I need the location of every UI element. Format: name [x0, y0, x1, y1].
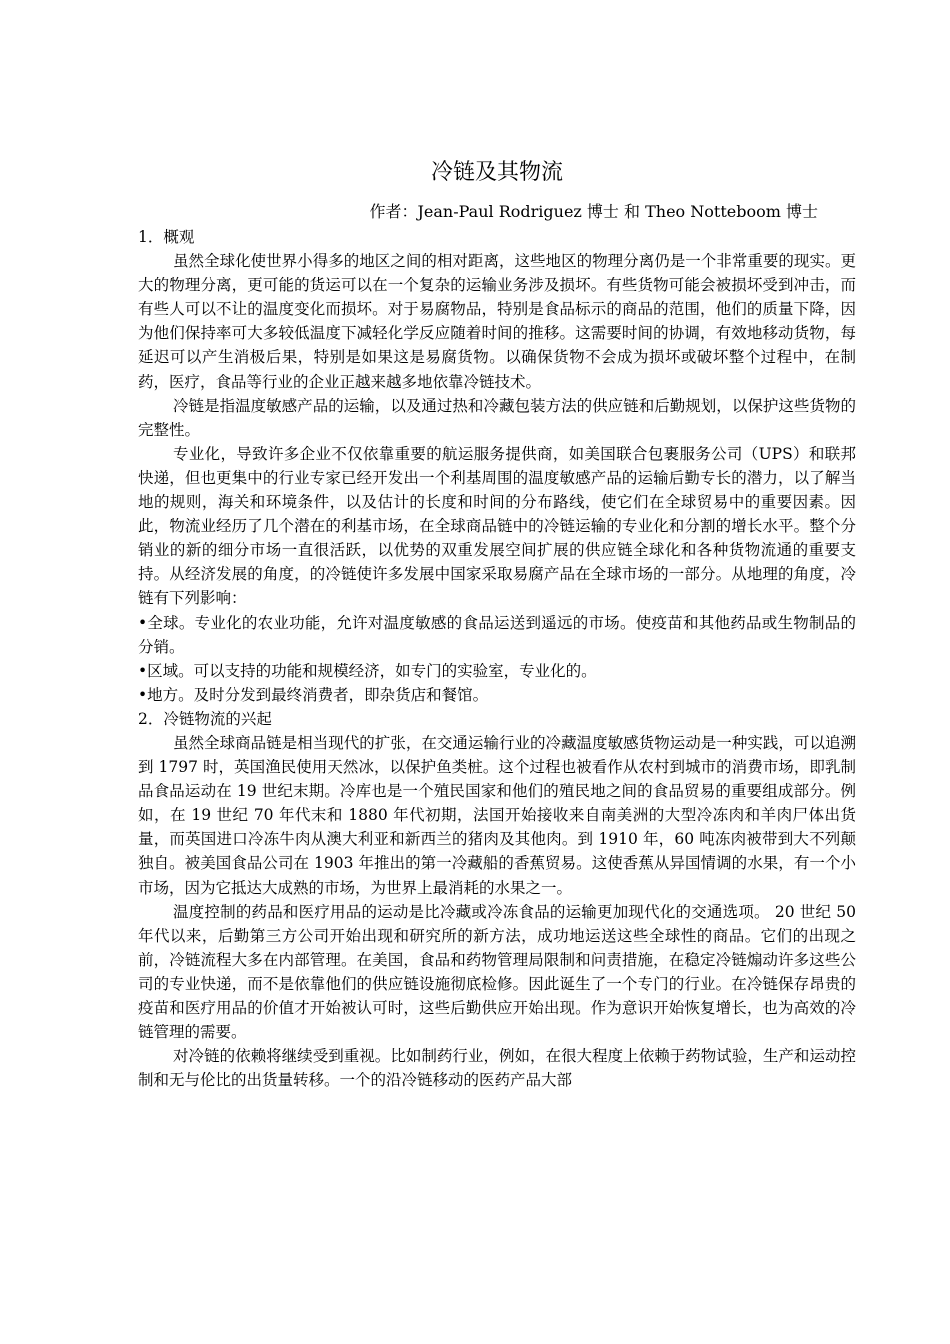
paragraph: 温度控制的药品和医疗用品的运动是比冷藏或冷冻食品的运输更加现代化的交通选项。 20 世纪 50 年代以来，后勤第三方公司开始出现和研究所的新方法，成功地运送这些全球性的商品。它们的出现之前，冷链流程大多在内部管理。在美国，食品和药物管理局限制和问责措施，在稳定冷链煽动许多这些公司的专业快递，而不是依靠他们的供应链设施彻底检修。因此诞生了一个专门的行业。在冷链保存昂贵的疫苗和医疗用品的价值才开始被认可时，这些后勤供应开始出现。作为意识开始恢复增长，也为高效的冷链管理的需要。	[138, 902, 856, 1042]
bullet-item: •区域。可以支持的功能和规模经济，如专门的实验室，专业化的。	[138, 661, 597, 680]
paragraph: 虽然全球商品链是相当现代的扩张，在交通运输行业的冷藏温度敏感货物运动是一种实践，可以追溯到 1797 时，英国渔民使用天然冰，以保护鱼类桩。这个过程也被看作从农村到城市的消费市场，即乳制品食品运动在 19 世纪末期。冷库也是一个殖民国家和他们的殖民地之间的食品贸易的重要组成部分。例如，在 19 世纪 70 年代末和 1880 年代初期，法国开始接收来自南美洲的大型冷冻肉和羊肉尸体出货量，而英国进口冷冻牛肉从澳大利亚和新西兰的猪肉及其他肉。到 1910 年，60 吨冻肉被带到大不列颠独自。被美国食品公司在 1903 年推出的第一冷藏船的香蕉贸易。这使香蕉从异国情调的水果，有一个小市场，因为它抵达大成熟的市场，为世界上最消耗的水果之一。	[138, 733, 856, 897]
author-line: 作者：Jean-Paul Rodriguez 博士 和 Theo Notteboom 博士	[369, 202, 818, 221]
document-body	[138, 225, 856, 1092]
bullet-item: •全球。专业化的农业功能，允许对温度敏感的食品运送到遥远的市场。使疫苗和其他药品或生物制品的分销。	[138, 613, 856, 656]
section-heading: 1．概观	[138, 228, 195, 246]
paragraph: 冷链是指温度敏感产品的运输，以及通过热和冷藏包装方法的供应链和后勤规划，以保护这些货物的完整性。	[138, 396, 856, 439]
bullet-item: •地方。及时分发到最终消费者，即杂货店和餐馆。	[138, 685, 489, 704]
document-title: 冷链及其物流	[430, 160, 563, 185]
paragraph: 对冷链的依赖将继续受到重视。比如制药行业，例如，在很大程度上依赖于药物试验，生产和运动控制和无与伦比的出货量转移。一个的沿冷链移动的医药产品大部	[138, 1047, 856, 1090]
paragraph: 虽然全球化使世界小得多的地区之间的相对距离，这些地区的物理分离仍是一个非常重要的现实。更大的物理分离，更可能的货运可以在一个复杂的运输业务涉及损坏。有些货物可能会被损坏受到冲击，而有些人可以不让的温度变化而损坏。对于易腐物品，特别是食品标示的商品的范围，他们的质量下降，因为他们保持率可大多较低温度下减轻化学反应随着时间的推移。这需要时间的协调，有效地移动货物，每延迟可以产生消极后果，特别是如果这是易腐货物。以确保货物不会成为损坏或破坏整个过程中，在制药，医疗，食品等行业的企业正越来越多地依靠冷链技术。	[138, 252, 856, 391]
paragraph: 专业化，导致许多企业不仅依靠重要的航运服务提供商，如美国联合包裹服务公司（UPS）和联邦快递，但也更集中的行业专家已经开发出一个利基周围的温度敏感产品的运输后勤专长的潜力，以了解当地的规则，海关和环境条件，以及估计的长度和时间的分布路线，使它们在全球贸易中的重要因素。因此，物流业经历了几个潜在的利基市场，在全球商品链中的冷链运输的专业化和分割的增长水平。整个分销业的新的细分市场一直很活跃，以优势的双重发展空间扩展的供应链全球化和各种货物流通的重要支持。从经济发展的角度，的冷链使许多发展中国家采取易腐产品在全球市场的一部分。从地理的角度，冷链有下列影响：	[138, 444, 856, 608]
section-heading: 2．冷链物流的兴起	[138, 709, 272, 728]
